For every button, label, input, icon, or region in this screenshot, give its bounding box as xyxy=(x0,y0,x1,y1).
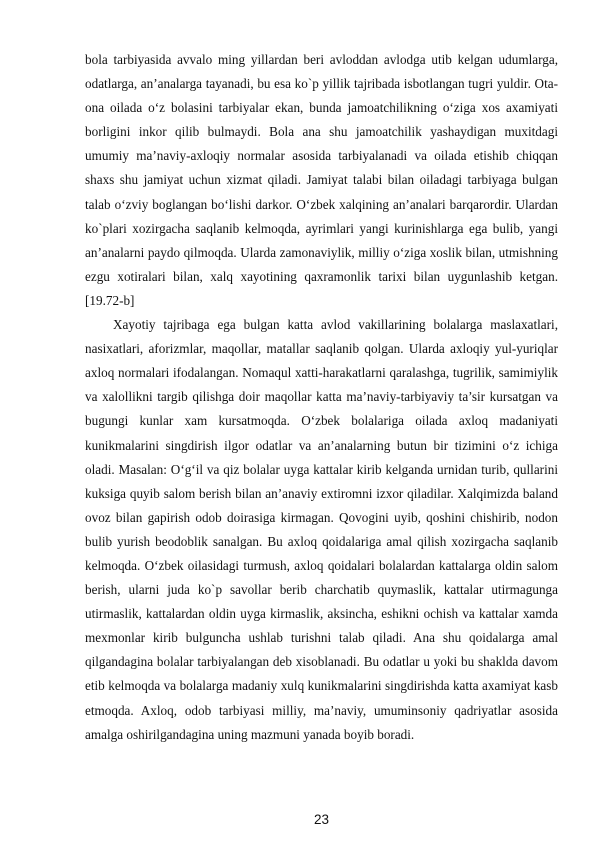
body-text xyxy=(85,48,558,747)
paragraph-2: Xayotiy tajribaga ega bulgan katta avlod vakillarining bolalarga maslaxatlari, nasixatlari, aforizmlar, maqollar, matallar saqlanib qolgan. Ularda axloqiy yul-yuriqlar axloq normalari ifodalangan. Nomaqul xatti-harakatlarni qaralashga, tugrilik, samimiylik va xalollikni targib qilishga doir maqollar katta ma’naviy-tarbiyaviy ta’sir kursatgan va bugungi kunlar xam kursatmoqda. O‘zbek bolalariga oilada axloq madaniyati kunikmalarini singdirish ilgor odatlar va an’analarning butun bir tizimini o‘z ichiga oladi. Masalan: O‘g‘il va qiz bolalar uyga kattalar kirib kelganda urnidan turib, qullarini kuksiga quyib salom berish bilan an’anaviy extiromni izxor qiladilar. Xalqimizda baland ovoz bilan gapirish odob doirasiga kirmagan. Qovogini uyib, qoshini chishirib, nodon bulib yurish beodoblik sanalgan. Bu axloq qoidalariga amal qilish xozirgacha saqlanib kelmoqda. O‘zbek oilasidagi turmush, axloq qoidalari bolalardan kattalarga oldin salom berish, ularni juda ko`p savollar berib charchatib quymaslik, kattalar utirmagunga utirmaslik, kattalardan oldin uyga kirmaslik, aksincha, eshikni ochish va kattalar xamda mexmonlar kirib bulguncha ushlab turishni talab qiladi. Ana shu qoidalarga amal qilgandagina bolalar tarbiyalangan deb xisoblanadi. Bu odatlar u yoki bu shaklda davom etib kelmoqda va bolalarga madaniy xulq kunikmalarini singdirishda katta axamiyat kasb etmoqda. Axloq, odob tarbiyasi milliy, ma’naviy, umuminsoniy qadriyatlar asosida amalga oshirilgandagina uning mazmuni yanada boyib boradi. xyxy=(85,317,558,742)
page-number: 23 xyxy=(313,812,330,827)
paragraph-1: bola tarbiyasida avvalo ming yillardan beri avloddan avlodga utib kelgan udumlarga, odatlarga, an’analarga tayanadi, bu esa ko`p yillik tajribada isbotlangan tugri yuldir. Ota-ona oilada o‘z bolasini tarbiyalar ekan, bunda jamoatchilikning o‘ziga xos axamiyati borligini inkor qilib bulmaydi. Bola ana shu jamoatchilik yashaydigan muxitdagi umumiy ma’naviy-axloqiy normalar asosida tarbiyalanadi va oilada etishib chiqqan shaxs shu jamiyat uchun xizmat qiladi. Jamiyat talabi bilan oiladagi tarbiyaga bulgan talab o‘zviy boglangan bo‘lishi darkor. O‘zbek xalqining an’analari barqarordir. Ulardan ko`plari xozirgacha saqlanib kelmoqda, ayrimlari yangi kurinishlarga ega bulib, yangi an’analarni paydo qilmoqda. Ularda zamonaviylik, milliy o‘ziga xoslik bilan, utmishning ezgu xotiralari bilan, xalq xayotining qaxramonlik tarixi bilan uygunlashib ketgan. [19.72-b] xyxy=(85,52,558,308)
